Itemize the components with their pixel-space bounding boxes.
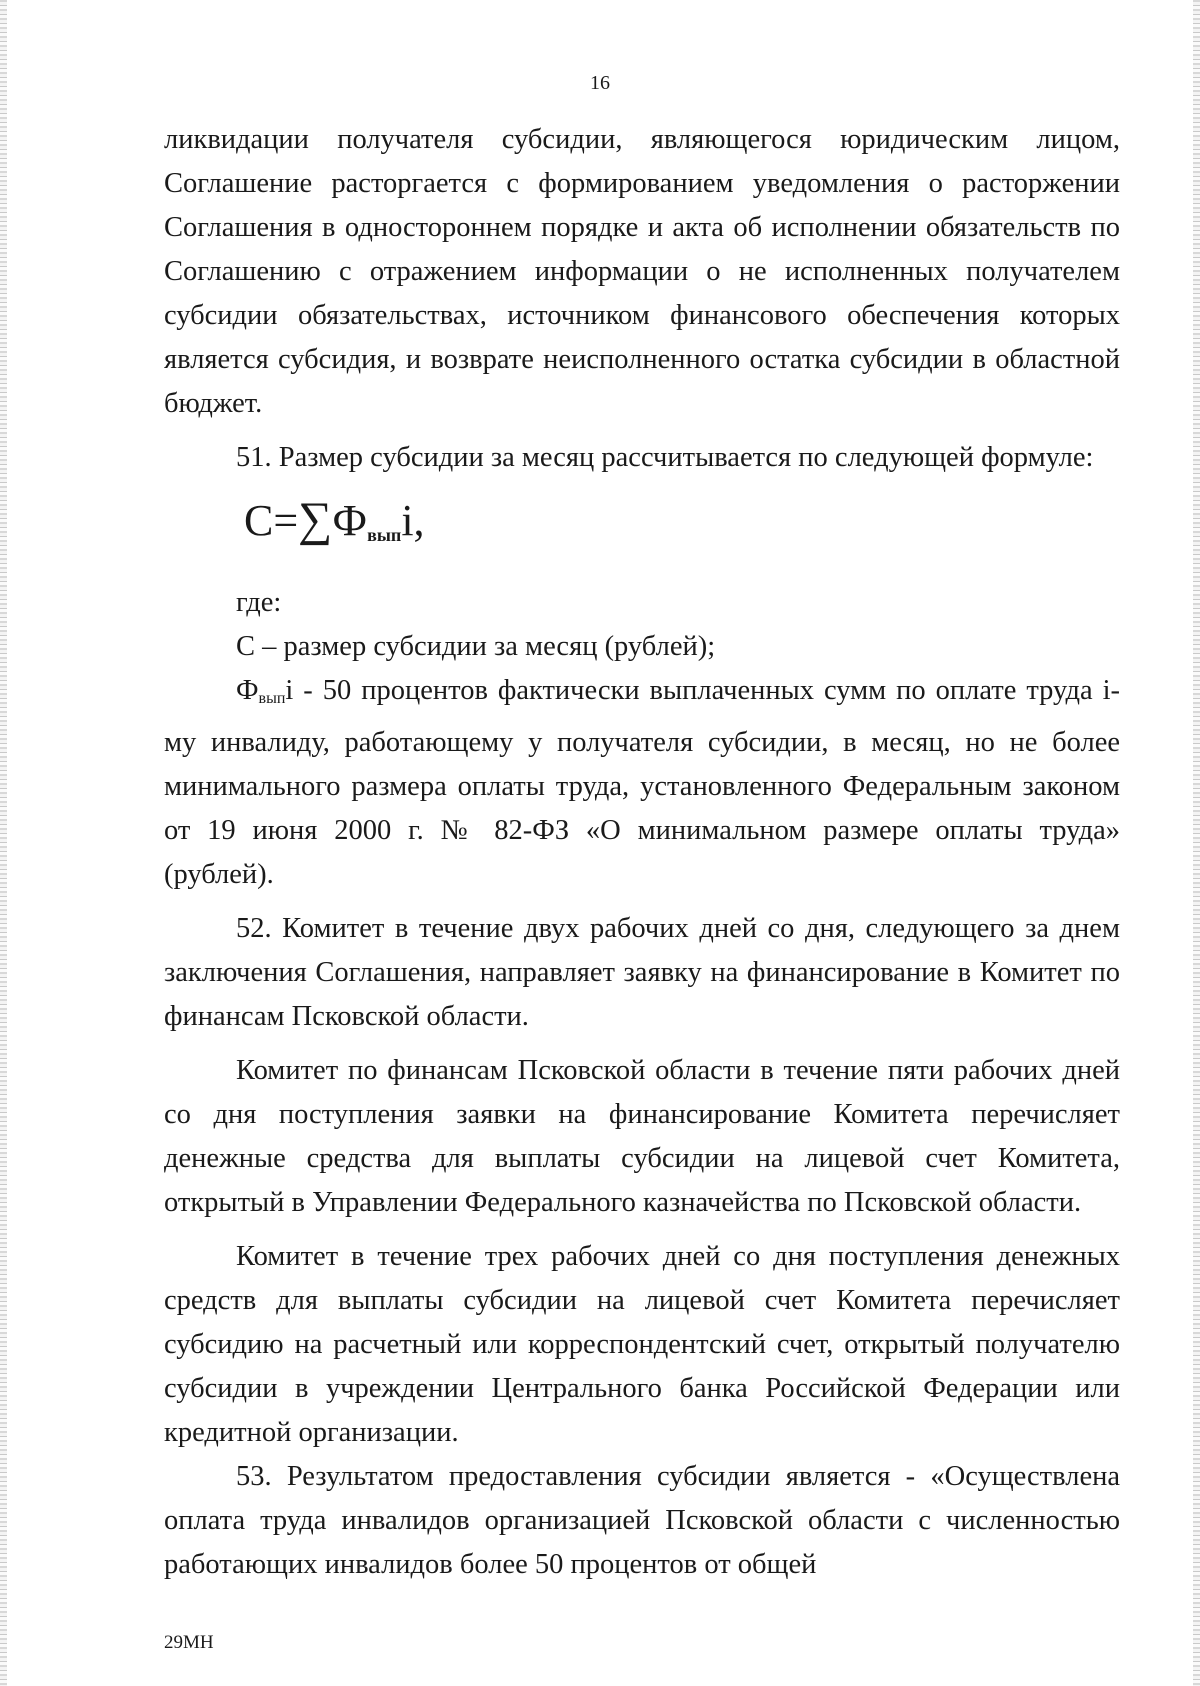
definition-f-text: - 50 процентов фактически выплаченных сумм по оплате труда i-му инвалиду, работающему у получателя субсидии, в месяц, но не более минимального размера оплаты труда, установленного Федеральным законом от 19 июня 2000 г. № 82-ФЗ «О минимальном размере оплаты труда» (рублей). (164, 675, 1120, 890)
paragraph-51: 51. Размер субсидии за месяц рассчитывается по следующей формуле: (236, 442, 1094, 473)
definition-c: С – размер субсидии за месяц (рублей); (236, 631, 716, 662)
paragraph-liquidation: ликвидации получателя субсидии, являющегося юридическим лицом, Соглашение расторгается с формированием уведомления о расторжении Соглашения в одностороннем порядке и акта об исполнении обязательств по Соглашению с отражением информации о не исполненных получателем субсидии обязательствах, источником финансового обеспечения которых является субсидия, и возврате неисполненного остатка субсидии в областной бюджет. (164, 124, 1120, 419)
definition-f-index: i (285, 675, 294, 706)
paragraph-53: 53. Результатом предоставления субсидии является - «Осуществлена оплата труда инвалидов организацией Псковской области с численностью работающих инвалидов более 50 процентов от общей (164, 1461, 1120, 1580)
definition-f-symbol: Ф (236, 675, 259, 706)
formula-symbol: Ф (332, 496, 368, 545)
definition-f (164, 669, 1120, 897)
formula-index: i, (401, 496, 425, 545)
paragraph-52-transfer: Комитет в течение трех рабочих дней со дня поступления денежных средств для выплаты субсидии на лицевой счет Комитета перечисляет субсидию на расчетный или корреспондентский счет, открытый получателю субсидии в учреждении Центрального банка Российской Федерации или кредитной организации. (164, 1241, 1120, 1448)
where-label: где: (236, 587, 282, 618)
page-number: 16 (590, 72, 610, 94)
paragraph-52: 52. Комитет в течение двух рабочих дней со дня, следующего за днем заключения Соглашения, направляет заявку на финансирование в Комитет по финансам Псковской области. (164, 913, 1120, 1032)
definition-f-subscript: вып (258, 690, 286, 707)
subsidy-formula (244, 484, 1120, 571)
formula-lhs: С= (244, 496, 299, 545)
paragraph-52-finance: Комитет по финансам Псковской области в течение пяти рабочих дней со дня поступления заявки на финансирование Комитета перечисляет денежные средства для выплаты субсидии на лицевой счет Комитета, открытый в Управлении Федерального казначейства по Псковской области. (164, 1055, 1120, 1218)
scan-edge-right (1193, 0, 1200, 1686)
footer-code: 29МН (164, 1632, 214, 1653)
sum-symbol: ∑ (298, 493, 333, 546)
document-body (164, 118, 1120, 1587)
scan-edge-left (0, 0, 7, 1686)
formula-subscript: вып (367, 525, 402, 545)
